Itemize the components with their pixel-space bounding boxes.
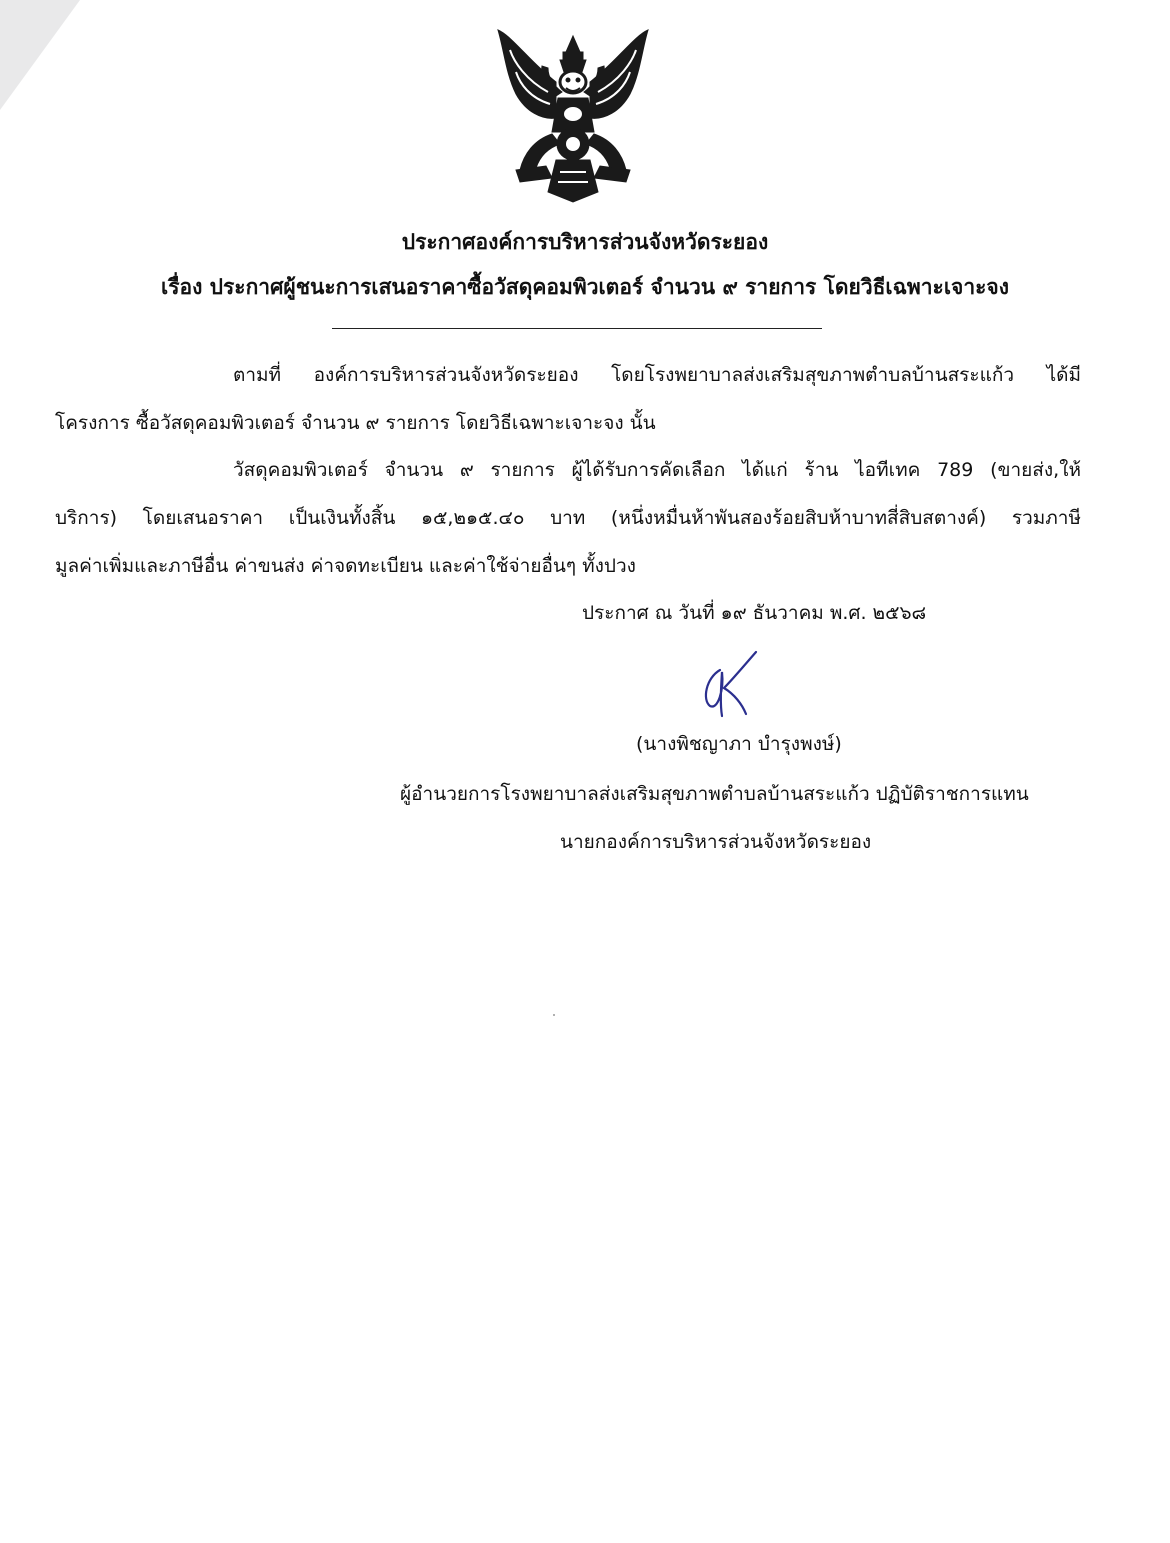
signatory-name: (นางพิชญาภา บำรุงพงษ์)	[636, 733, 842, 755]
paragraph-1-line-1: ตามที่ องค์การบริหารส่วนจังหวัดระยอง โดยโรงพยาบาลส่งเสริมสุขภาพตำบลบ้านสระแก้ว ได้มี	[233, 364, 1081, 386]
scan-corner-shadow	[0, 0, 80, 110]
paragraph-2-line-2: บริการ) โดยเสนอราคา เป็นเงินทั้งสิ้น ๑๕,๒๑๕.๔๐ บาท (หนึ่งหมื่นห้าพันสองร้อยสิบห้าบาทสี่สิบสตางค์) รวมภาษี	[55, 507, 1081, 529]
paragraph-1-line-2: โครงการ ซื้อวัสดุคอมพิวเตอร์ จำนวน ๙ รายการ โดยวิธีเฉพาะเจาะจง นั้น	[55, 412, 656, 434]
announcement-date: ประกาศ ณ วันที่ ๑๙ ธันวาคม พ.ศ. ๒๕๖๘	[582, 602, 927, 624]
signature-icon	[696, 648, 762, 720]
title-divider	[332, 328, 822, 329]
garuda-emblem-icon	[490, 22, 656, 204]
paragraph-2-line-1: วัสดุคอมพิวเตอร์ จำนวน ๙ รายการ ผู้ได้รับการคัดเลือก ได้แก่ ร้าน ไอทีเทค 789 (ขายส่ง,ให้	[233, 459, 1081, 481]
signatory-position-line-1: ผู้อำนวยการโรงพยาบาลส่งเสริมสุขภาพตำบลบ้านสระแก้ว ปฏิบัติราชการแทน	[400, 783, 1029, 805]
document-title: ประกาศองค์การบริหารส่วนจังหวัดระยอง	[401, 230, 769, 254]
signatory-position-line-2: นายกองค์การบริหารส่วนจังหวัดระยอง	[560, 831, 872, 853]
document-subject: เรื่อง ประกาศผู้ชนะการเสนอราคาซื้อวัสดุคอมพิวเตอร์ จำนวน ๙ รายการ โดยวิธีเฉพาะเจาะจง	[161, 275, 1009, 299]
scan-speck	[553, 1014, 555, 1016]
paragraph-2-line-3: มูลค่าเพิ่มและภาษีอื่น ค่าขนส่ง ค่าจดทะเบียน และค่าใช้จ่ายอื่นๆ ทั้งปวง	[55, 555, 636, 577]
